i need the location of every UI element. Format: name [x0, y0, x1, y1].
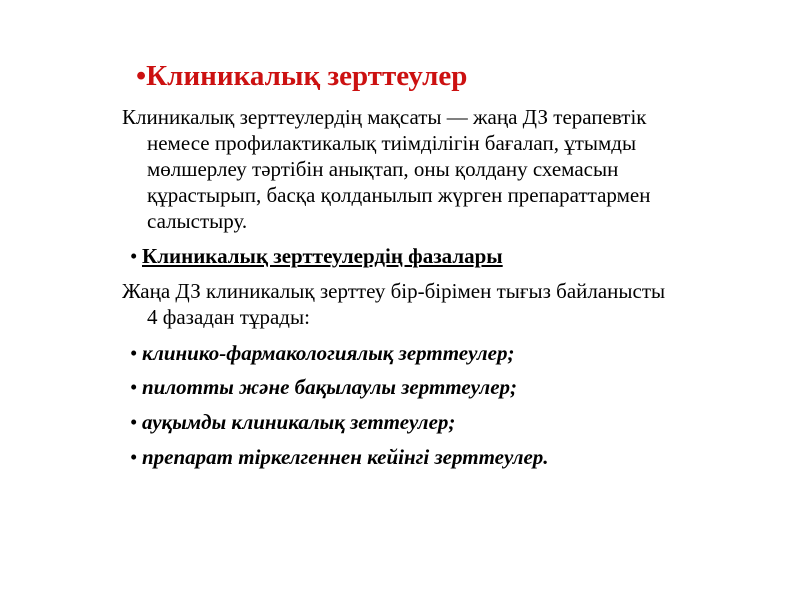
purpose-line: Клиникалық зерттеулердің мақсаты — жаңа ДЗ терапевтік	[122, 105, 647, 129]
phase-item	[130, 374, 517, 400]
bullet-icon: •	[130, 410, 138, 434]
bullet-icon: •	[130, 244, 138, 268]
phase-item	[130, 409, 455, 435]
phases-heading-text: Клиникалық зерттеулердің фазалары	[142, 244, 503, 268]
phases-intro-line: 4 фазадан тұрады:	[147, 305, 310, 329]
slide-heading	[136, 58, 467, 94]
bullet-icon: •	[130, 341, 138, 365]
bullet-icon: •	[130, 445, 138, 469]
phase-text: препарат тіркелгеннен кейінгі зерттеулер.	[142, 445, 549, 469]
purpose-line: немесе профилактикалық тиімділігін бағалап, ұтымды	[147, 131, 637, 155]
purpose-paragraph	[122, 104, 650, 234]
phases-intro	[122, 278, 665, 330]
bullet-icon: •	[130, 375, 138, 399]
phases-heading	[130, 243, 503, 269]
purpose-line: салыстыру.	[147, 209, 248, 233]
heading-text: Клиникалық зерттеулер	[146, 60, 468, 92]
phases-intro-line: Жаңа ДЗ клиникалық зерттеу бір-бірімен тығыз байланысты	[122, 279, 666, 303]
phase-text: ауқымды клиникалық зеттеулер;	[142, 410, 456, 434]
bullet-icon: •	[136, 60, 147, 92]
phase-text: клинико-фармакологиялық зерттеулер;	[142, 341, 515, 365]
purpose-line: мөлшерлеу тәртібін анықтап, оны қолдану схемасын	[147, 157, 619, 181]
phase-item	[130, 444, 549, 470]
phase-item	[130, 340, 514, 366]
phase-text: пилотты және бақылаулы зерттеулер;	[142, 375, 518, 399]
purpose-line: құрастырып, басқа қолданылып жүрген препараттармен	[147, 183, 651, 207]
